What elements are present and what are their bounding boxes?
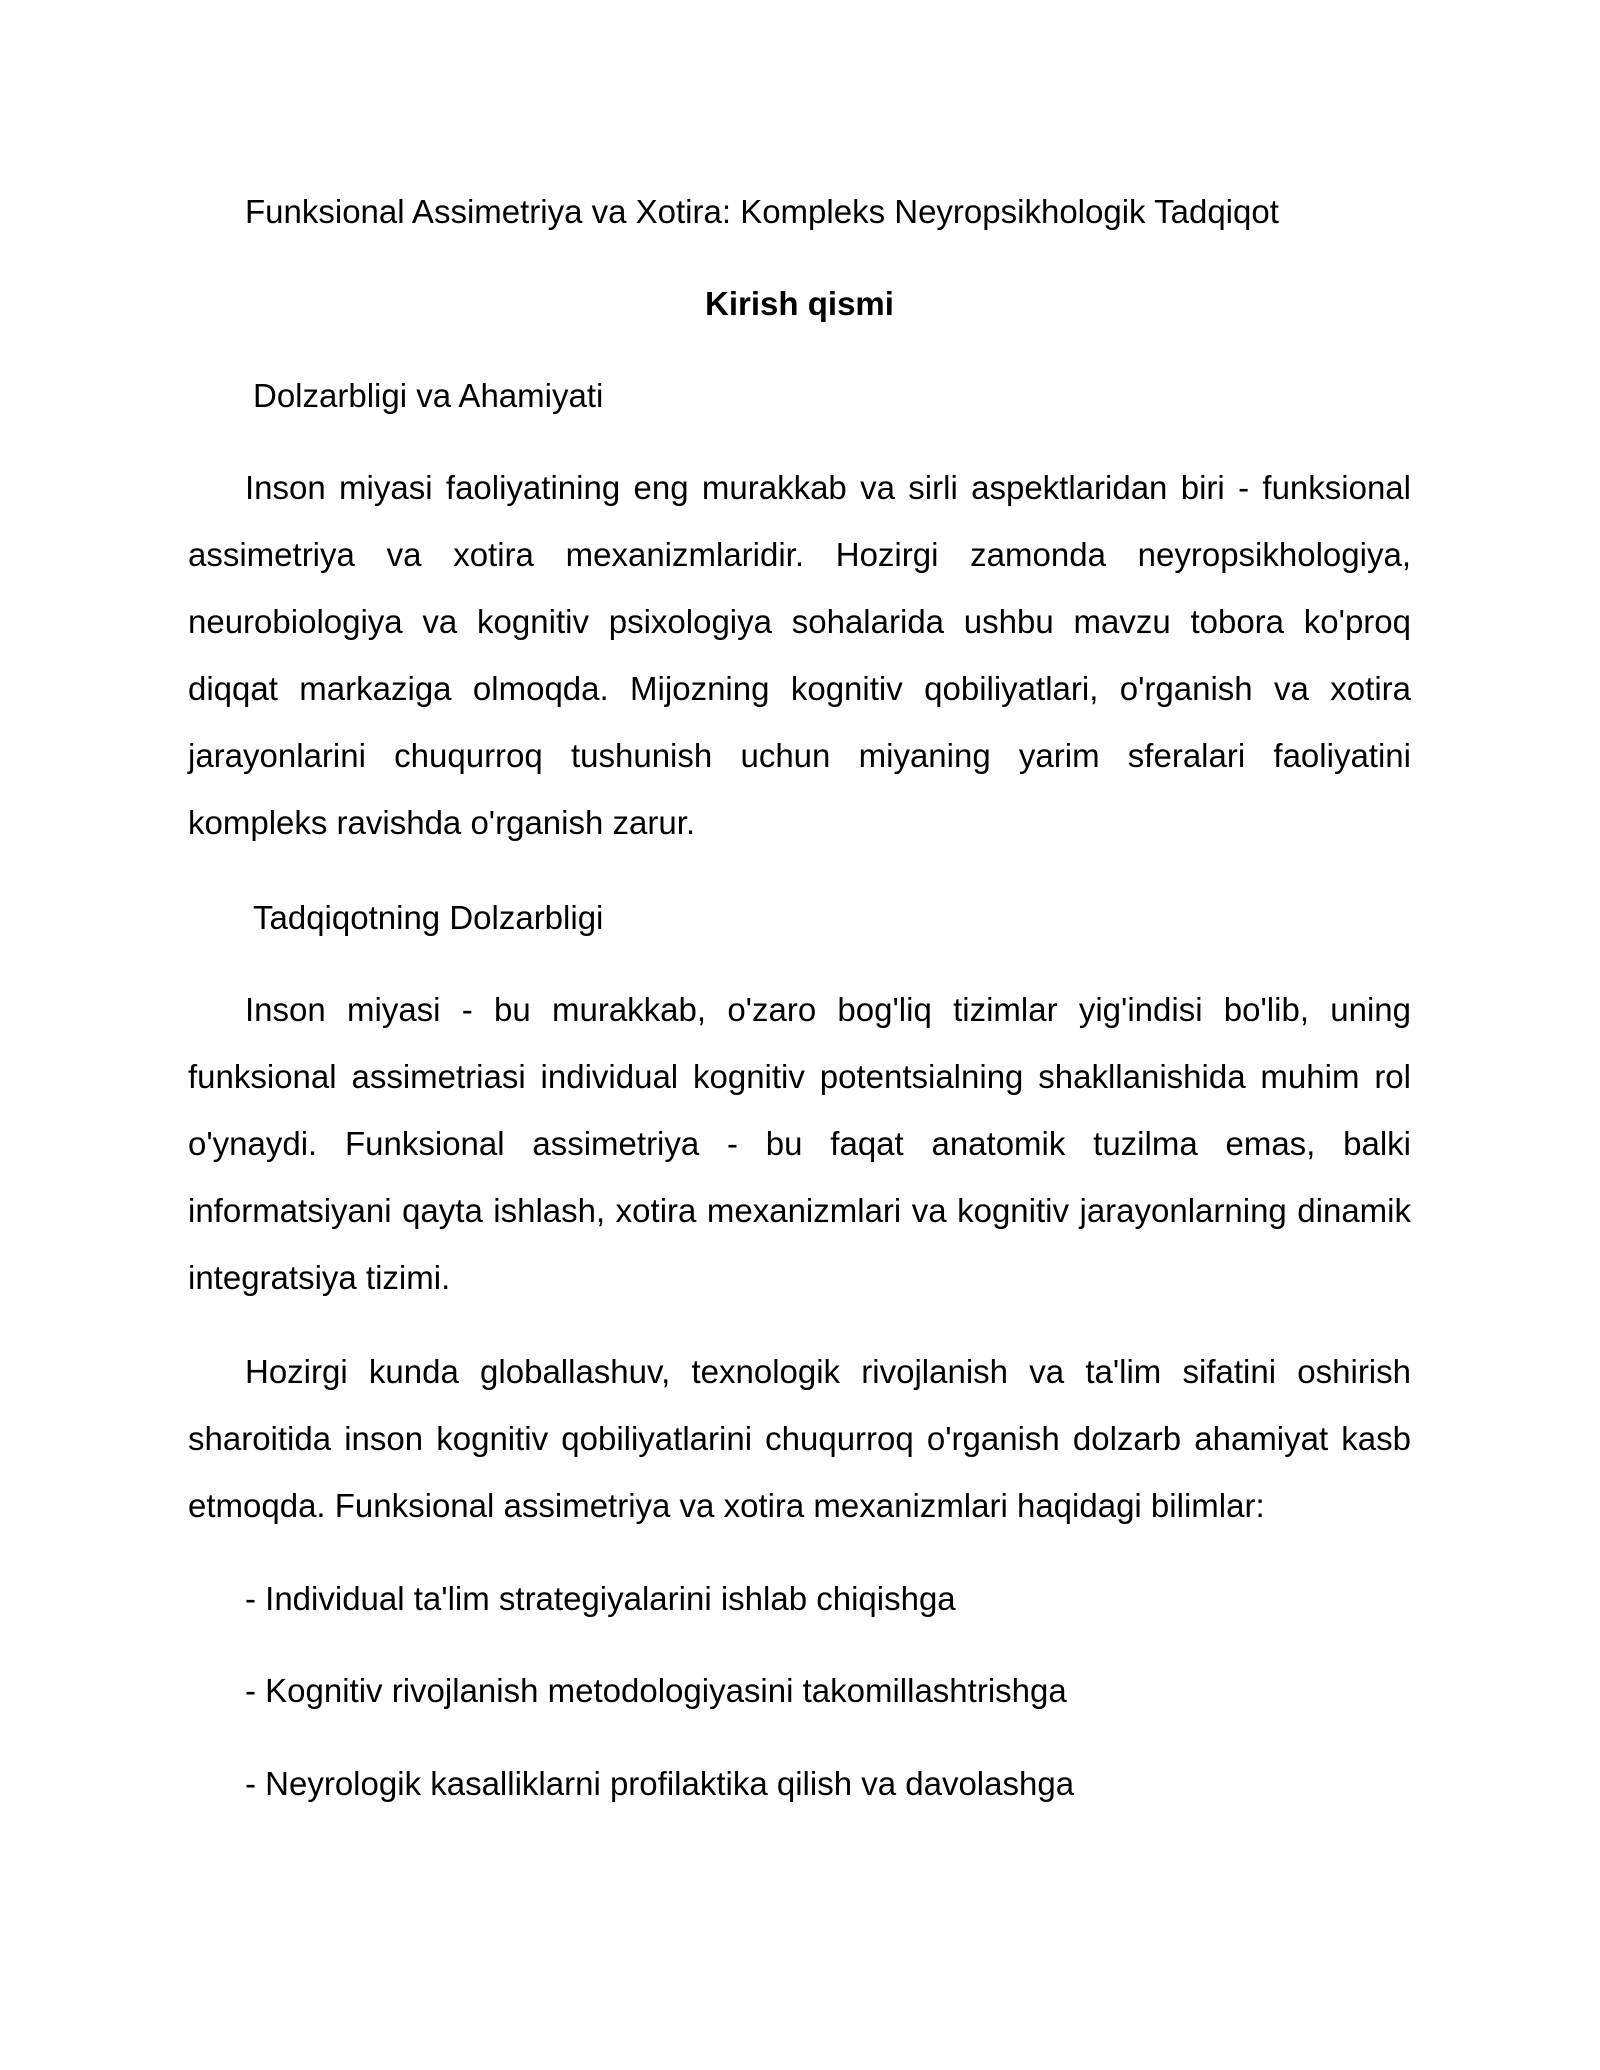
paragraph-globalization: Hozirgi kunda globallashuv, texnologik rivojlanish va ta'lim sifatini oshirish sharoitida inson kognitiv qobiliyatlarini chuqurroq o'rganish dolzarb ahamiyat kasb etmoqda. Funksional assimetriya va xotira mexanizmlari haqidagi bilimlar:: [188, 1353, 1411, 1524]
subheading-dolzarbligi: Dolzarbligi va Ahamiyati: [253, 377, 604, 414]
list-item: - Kognitiv rivojlanish metodologiyasini takomillashtrishga: [245, 1672, 1067, 1709]
document-page: [188, 0, 1411, 2070]
paragraph-intro: Inson miyasi faoliyatining eng murakkab va sirli aspektlaridan biri - funksional assimetriya va xotira mexanizmlaridir. Hozirgi zamonda neyropsikhologiya, neurobiologiya va kognitiv psixologiya sohalarida ushbu mavzu tobora ko'proq diqqat markaziga olmoqda. Mijozning kognitiv qobiliyatlari, o'rganish va xotira jarayonlarini chuqurroq tushunish uchun miyaning yarim sferalari faoliyatini kompleks ravishda o'rganish zarur.: [188, 469, 1411, 841]
paragraph-brain: Inson miyasi - bu murakkab, o'zaro bog'liq tizimlar yig'indisi bo'lib, uning funksional assimetriasi individual kognitiv potentsialning shakllanishida muhim rol o'ynaydi. Funksional assimetriya - bu faqat anatomik tuzilma emas, balki informatsiyani qayta ishlash, xotira mexanizmlari va kognitiv jarayonlarning dinamik integratsiya tizimi.: [188, 991, 1411, 1296]
list-item: - Neyrologik kasalliklarni profilaktika qilish va davolashga: [245, 1765, 1075, 1802]
document-title: Funksional Assimetriya va Xotira: Kompleks Neyropsikhologik Tadqiqot: [245, 193, 1279, 230]
subheading-tadqiqot: Tadqiqotning Dolzarbligi: [253, 899, 604, 936]
list-item: - Individual ta'lim strategiyalarini ishlab chiqishga: [245, 1580, 956, 1617]
section-heading: Kirish qismi: [705, 285, 894, 322]
